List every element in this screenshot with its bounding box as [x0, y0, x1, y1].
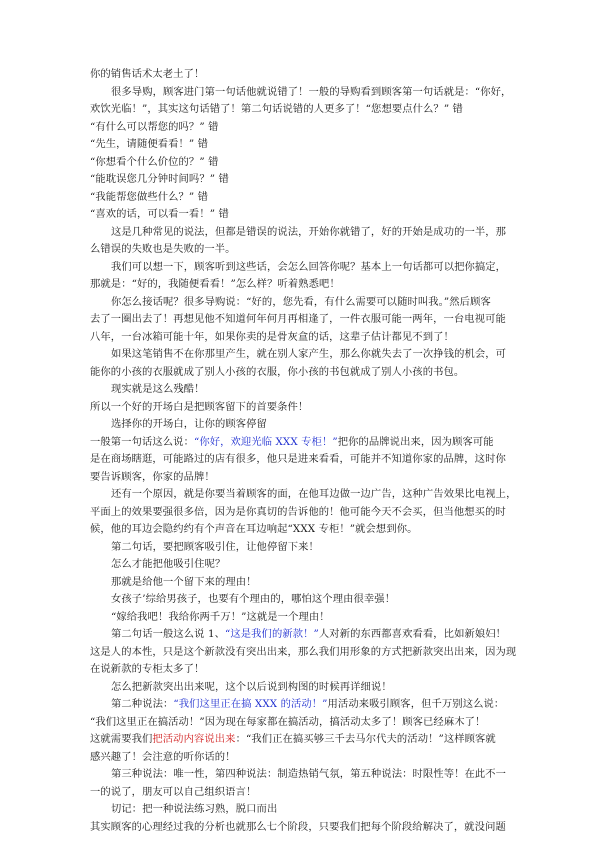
text-line: 在说新款的专柜太多了！ [90, 663, 205, 675]
text-line: “嫁给我吧！我给你两千万！”这就是一个理由！ [111, 610, 330, 623]
text-segment: 人对新的东西都喜欢看看，比如新娘妇！ [318, 628, 507, 640]
text-line: 第三种说法：唯一性，第四种说法：制造热销气氛，第五种说法：时限性等！在此不一 [111, 768, 507, 780]
text-line: 现实就是这么残酷！ [111, 383, 205, 395]
text-line: 怎么把新款突出出来呢，这个以后说到构图的时候再详细说！ [111, 680, 392, 693]
text-line: 一的说了，朋友可以自己组织语言！ [90, 785, 257, 798]
text-line: 那就是给他一个留下来的理由！ [111, 575, 257, 588]
text-line: 选择你的开场白，让你的顾客停留 [111, 418, 267, 430]
text-segment: 这就需要我们 [90, 733, 153, 745]
text-line: 还有一个原因，就是你要当着顾客的面，在他耳边做一边广告，这种广告效果比电视上， [111, 488, 517, 500]
text-line: “有什么可以帮您的吗？” 错 [90, 120, 219, 133]
text-line: 感兴趣了！会注意的听你话的！ [90, 750, 236, 763]
text-line: 八年，一台冰箱可能十年，如果你卖的是骨灰盒的话，这辈子估计都见不到了！ [90, 330, 454, 343]
text-line [90, 434, 520, 452]
text-line: 女孩子’综给男孩子，也要有个理由的，哪怕这个理由很幸强！ [111, 593, 396, 605]
text-line: 是在商场瞎逛，可能路过的店有很多，他只是进来看看，可能并不知道你家的品牌，这时你 [90, 453, 506, 465]
highlight-new-arrival-phrase: “这是我们的新款！” [225, 628, 319, 640]
text-line: 如果这笔销售不在你那里产生，就在别人家产生，那么你就失去了一次挣钱的机会，可 [111, 348, 507, 360]
text-line: 切记：把一种说法练习熟，脱口而出 [111, 803, 278, 815]
text-line: 能你的小孩的衣服就成了别人小孩的衣服，你小孩的书包就成了别人小孩的书包。 [90, 365, 465, 378]
document-body [90, 66, 520, 836]
highlight-event-content: 把活动内容说出来 [152, 733, 236, 745]
text-segment: 一般第一句话这么说： [90, 435, 194, 448]
text-line: 所以一个好的开场白是把顾客留下的首要条件！ [90, 400, 309, 413]
text-line [90, 696, 520, 714]
text-line: 你的销售话术太老土了！ [90, 68, 205, 80]
text-segment: 第二种说法： [111, 698, 174, 710]
text-segment: 第二句话一般这么说 1、 [111, 628, 225, 640]
text-segment: 用活动来吸引顾客，但千万别这么说： [327, 698, 505, 710]
text-line: 怎么才能把他吸引住呢？ [111, 558, 226, 570]
text-segment: ：“我们正在搞买够三千去马尔代夫的活动！”这样顾客就 [235, 733, 496, 745]
text-line: “能耽误您几分钟时间吗？” 错 [90, 173, 229, 185]
text-line: 第二句话，要把顾客吸引住，让他停留下来！ [111, 540, 319, 553]
text-line: “我们这里正在搞活动！”因为现在每家都在搞活动，搞活动太多了！顾客已经麻木了！ [90, 715, 486, 728]
text-line: 这是几种常见的说法，但都是错误的说法，开始你就错了，好的开始是成功的一半，那 [111, 225, 507, 238]
text-line: 平面上的效果要强很多倍，因为是你真切的告诉他的！他可能今天不会买，但当他想买的时 [90, 505, 506, 518]
text-line: 其实顾客的心理经过我的分析也就那么七个阶段，只要我们把每个阶段给解决了，就没问题 [90, 820, 506, 833]
text-line: “先生，请随便看看！” 错 [90, 138, 209, 150]
text-line: 候，他的耳边会隐约约有个声音在耳边响起“XXX 专柜！”就会想到你。 [90, 523, 418, 535]
text-line: 去了一圈出去了！再想见他不知道何年何月再相逢了，一件衣服可能一两年，一台电视可能 [90, 313, 506, 325]
text-line: “我能帮您做些什么？” 错 [90, 190, 209, 203]
text-line: 要告诉顾客，你家的品牌！ [90, 470, 215, 483]
text-line: “你想看个什么价位的？” 错 [90, 155, 219, 168]
highlight-welcome-phrase: “你好，欢迎光临 XXX 专柜！” [193, 435, 338, 448]
text-line: 么错误的失败也是失败的一半。 [90, 243, 236, 255]
text-line: 很多导购，顾客进门第一句话他就说错了！一般的导购看到顾客第一句话就是：“你好， [111, 85, 512, 98]
text-line: 这是人的本性，只是这个新款没有突出出来，那么我们用形象的方式把新款突出出来，因为现 [90, 645, 517, 658]
text-line: 你怎么接话呢？很多导购说：“好的，您先看，有什么需要可以随时叫我。”然后顾客 [111, 295, 491, 308]
text-line: 欢饮光临！”，其实这句话错了！第二句话说错的人更多了！“您想要点什么？” 错 [90, 103, 463, 115]
highlight-event-phrase: “我们这里正在搞 XXX 的活动！” [173, 698, 328, 710]
text-line: 我们可以想一下，顾客听到这些话，会怎么回答你呢？基本上一句话都可以把你搞定， [111, 260, 507, 273]
text-line [90, 626, 520, 644]
text-line: “喜欢的话，可以看一看！” 错 [90, 208, 229, 220]
text-segment: 把你的品牌说出来，因为顾客可能 [337, 435, 494, 448]
text-line [90, 731, 520, 749]
text-line: 那就是：“好的，我随便看看！”怎么样？听着熟悉吧！ [90, 278, 340, 290]
